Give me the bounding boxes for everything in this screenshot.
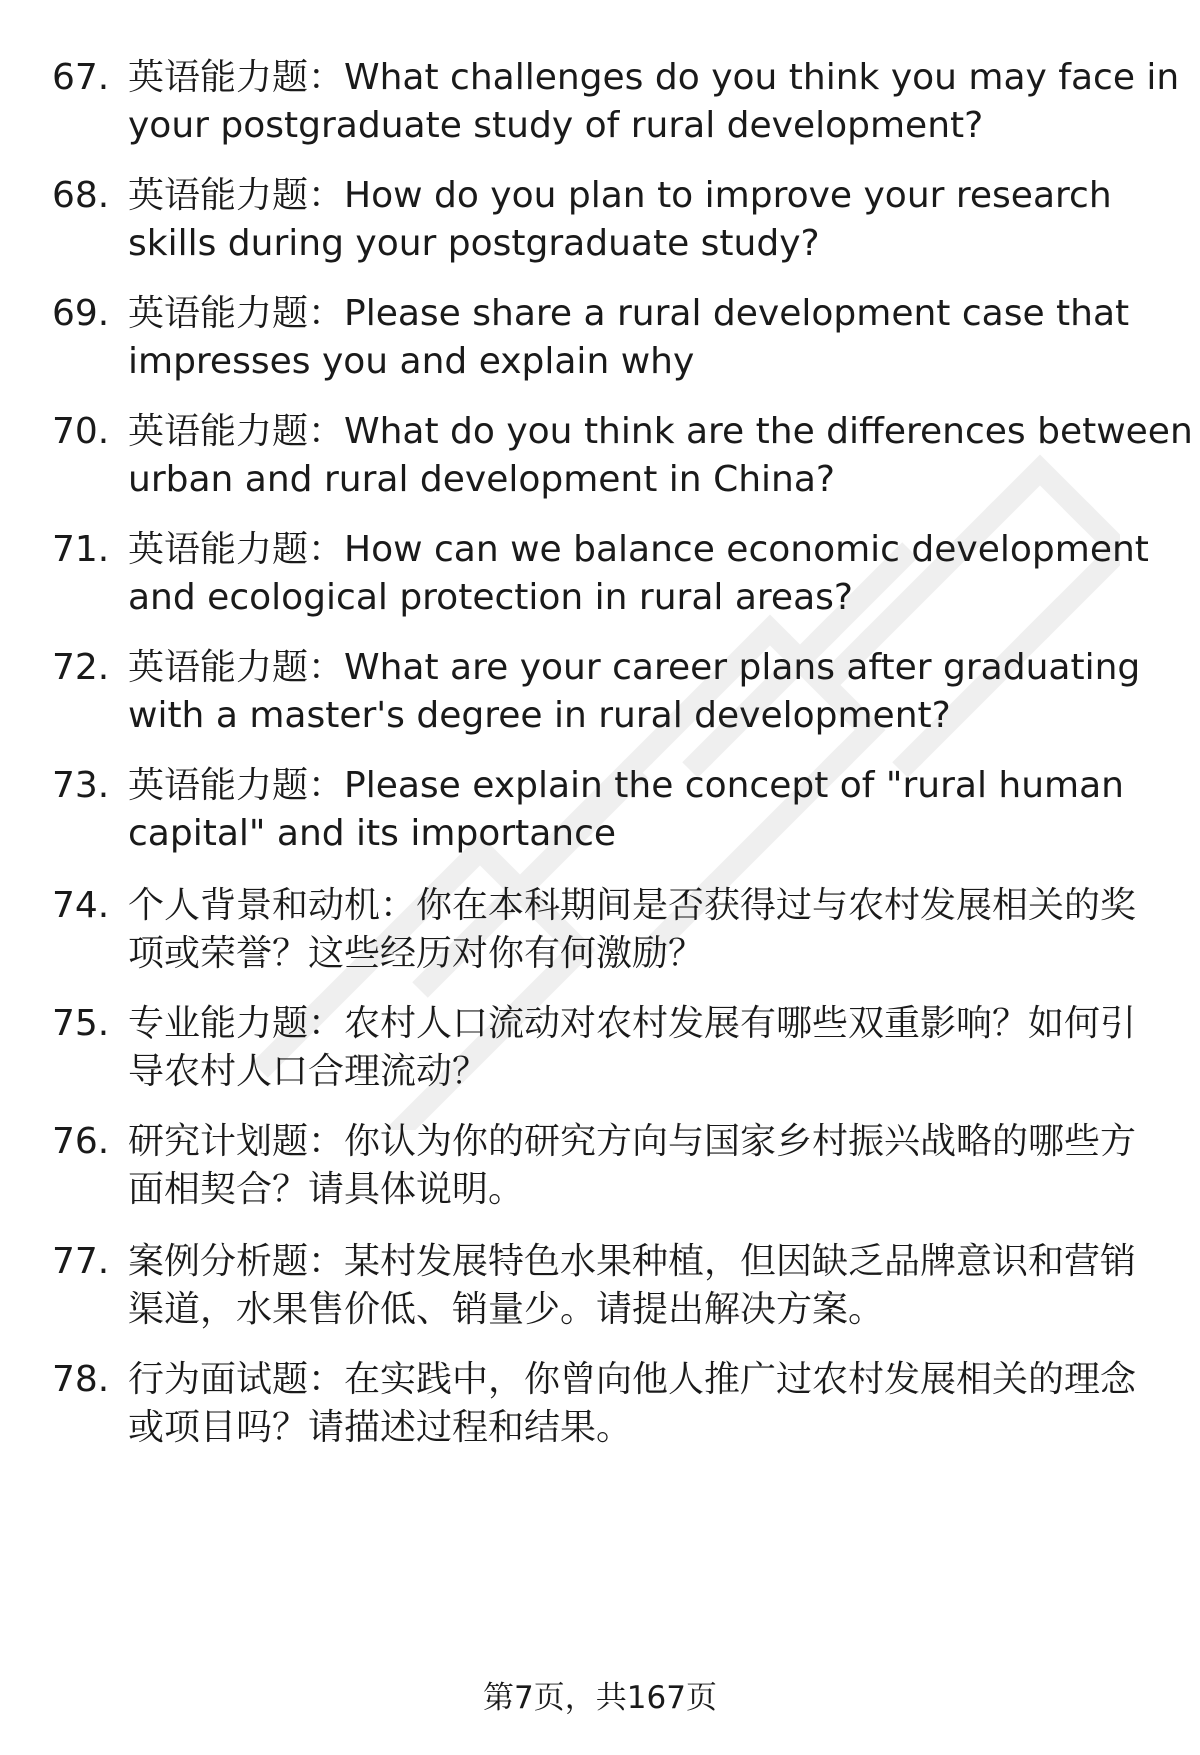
question-text xyxy=(128,54,1180,150)
question-line: 英语能力题：What are your career plans after graduating xyxy=(128,647,1141,688)
question-line: 英语能力题：Please share a rural development case that xyxy=(128,293,1130,334)
question-line: 案例分析题：某村发展特色水果种植，但因缺乏品牌意识和营销 xyxy=(128,1241,1137,1282)
question-text xyxy=(128,526,1180,622)
question-text xyxy=(128,762,1180,858)
question-line: 项或荣誉？这些经历对你有何激励？ xyxy=(128,933,705,974)
question-text xyxy=(128,644,1180,740)
question-text xyxy=(128,290,1180,386)
question-text xyxy=(128,1356,1180,1452)
question-line: 研究计划题：你认为你的研究方向与国家乡村振兴战略的哪些方 xyxy=(128,1121,1137,1162)
question-number: 78. xyxy=(52,1359,110,1400)
question-text xyxy=(128,172,1180,268)
question-line: urban and rural development in China? xyxy=(128,459,836,500)
question-number: 71. xyxy=(52,529,110,570)
question-number: 74. xyxy=(52,885,110,926)
question-line: 导农村人口合理流动？ xyxy=(128,1051,489,1092)
question-text xyxy=(128,882,1180,978)
question-line: 专业能力题：农村人口流动对农村发展有哪些双重影响？如何引 xyxy=(128,1003,1137,1044)
question-number: 76. xyxy=(52,1121,110,1162)
question-line: and ecological protection in rural areas? xyxy=(128,577,853,618)
question-line: impresses you and explain why xyxy=(128,341,695,382)
question-line: 面相契合？请具体说明。 xyxy=(128,1169,525,1210)
question-number: 67. xyxy=(52,57,110,98)
question-line: 英语能力题：What challenges do you think you may face in xyxy=(128,57,1180,98)
question-text xyxy=(128,1118,1180,1214)
question-number: 70. xyxy=(52,411,110,452)
question-line: 或项目吗？请描述过程和结果。 xyxy=(128,1407,633,1448)
question-line: your postgraduate study of rural development? xyxy=(128,105,984,146)
question-number: 75. xyxy=(52,1003,110,1044)
question-line: 英语能力题：Please explain the concept of "rural human xyxy=(128,765,1124,806)
question-line: capital" and its importance xyxy=(128,813,617,854)
question-line: 渠道，水果售价低、销量少。请提出解决方案。 xyxy=(128,1289,885,1330)
question-line: 英语能力题：What do you think are the differences between xyxy=(128,411,1193,452)
question-line: 英语能力题：How do you plan to improve your research xyxy=(128,175,1112,216)
question-number: 68. xyxy=(52,175,110,216)
question-line: skills during your postgraduate study? xyxy=(128,223,820,264)
question-text xyxy=(128,1238,1180,1334)
question-number: 77. xyxy=(52,1241,110,1282)
question-line: 英语能力题：How can we balance economic development xyxy=(128,529,1149,570)
question-line: 个人背景和动机：你在本科期间是否获得过与农村发展相关的奖 xyxy=(128,885,1137,926)
question-number: 69. xyxy=(52,293,110,334)
page-number-footer: 第7页，共167页 xyxy=(483,1680,717,1716)
question-text xyxy=(128,408,1193,504)
question-number: 72. xyxy=(52,647,110,688)
question-line: 行为面试题：在实践中，你曾向他人推广过农村发展相关的理念 xyxy=(128,1359,1137,1400)
question-number: 73. xyxy=(52,765,110,806)
question-line: with a master's degree in rural development? xyxy=(128,695,951,736)
question-text xyxy=(128,1000,1180,1096)
